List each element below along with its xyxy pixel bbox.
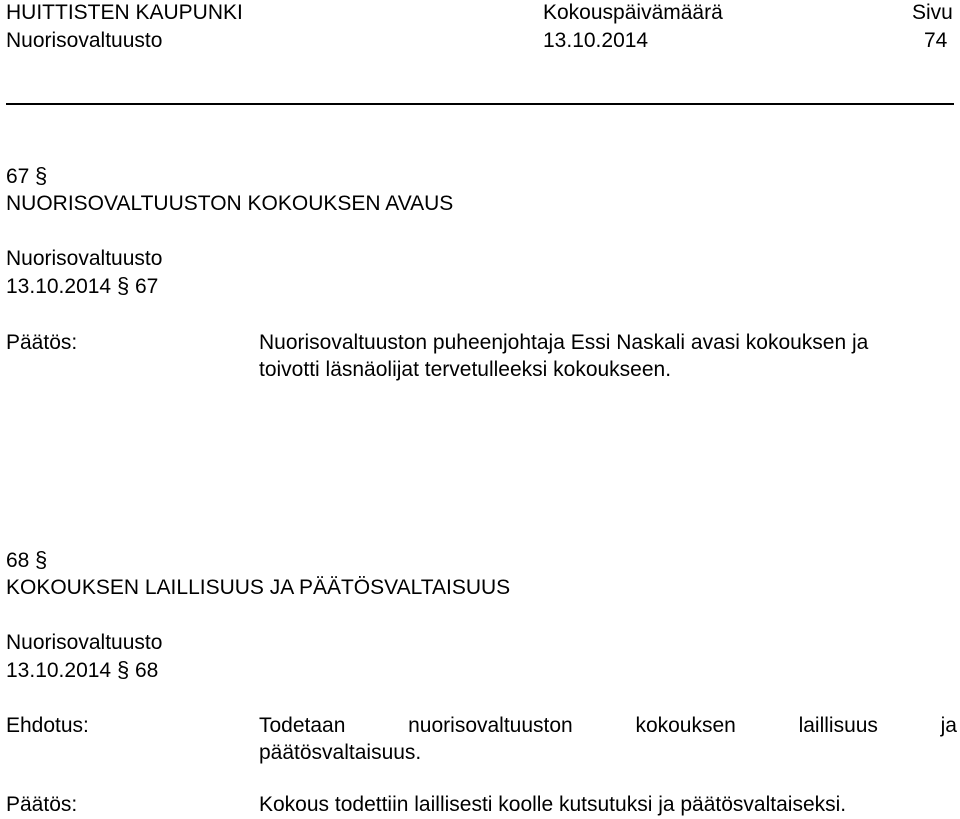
section-meta-line [6, 274, 158, 299]
section-sign-icon [35, 165, 47, 187]
section-title: KOKOUKSEN LAILLISUUS JA PÄÄTÖSVALTAISUUS [6, 576, 511, 599]
decision-text-line1: Nuorisovaltuuston puheenjohtaja Essi Naskali avasi kokouksen ja [259, 331, 869, 354]
section-meta-date: 13.10.2014 [6, 659, 112, 682]
proposal-text-line1: Todetaan nuorisovaltuuston kokouksen laillisuus ja [259, 714, 957, 737]
svg-text:§: § [117, 659, 130, 681]
section-sign-icon [117, 659, 129, 681]
svg-text:§: § [35, 549, 48, 571]
page-label: Sivu [912, 1, 953, 24]
proposal-text-line2: päätösvaltaisuus. [259, 741, 422, 764]
section-sign-icon [117, 275, 129, 297]
decision-text-line1: Kokous todettiin laillisesti koolle kutsutuksi ja päätösvaltaiseksi. [259, 793, 847, 816]
body-name: Nuorisovaltuusto [6, 29, 163, 52]
section-title: NUORISOVALTUUSTON KOKOUKSEN AVAUS [6, 192, 454, 215]
section-number: 67 [6, 165, 30, 188]
section-meta-body: Nuorisovaltuusto [6, 631, 163, 654]
proposal-label: Ehdotus: [6, 714, 89, 737]
section-meta-number: 68 [134, 659, 159, 682]
meeting-date: 13.10.2014 [543, 29, 649, 52]
header-divider [6, 103, 954, 105]
section-68-number-line [6, 548, 47, 573]
date-label: Kokouspäivämäärä [543, 1, 723, 24]
section-number: 68 [6, 549, 30, 572]
decision-label: Päätös: [6, 331, 78, 354]
svg-text:§: § [35, 165, 48, 187]
section-sign-icon [35, 549, 47, 571]
section-meta-body: Nuorisovaltuusto [6, 247, 163, 270]
page-number: 74 [924, 29, 948, 52]
section-67-number-line [6, 164, 47, 189]
decision-label: Päätös: [6, 793, 78, 816]
section-meta-line [6, 658, 158, 683]
section-meta-date: 13.10.2014 [6, 275, 112, 298]
org-name: HUITTISTEN KAUPUNKI [6, 1, 243, 24]
section-meta-number: 67 [134, 275, 159, 298]
svg-text:§: § [117, 275, 130, 297]
decision-text-line2: toivotti läsnäolijat tervetulleeksi kokoukseen. [259, 358, 672, 381]
